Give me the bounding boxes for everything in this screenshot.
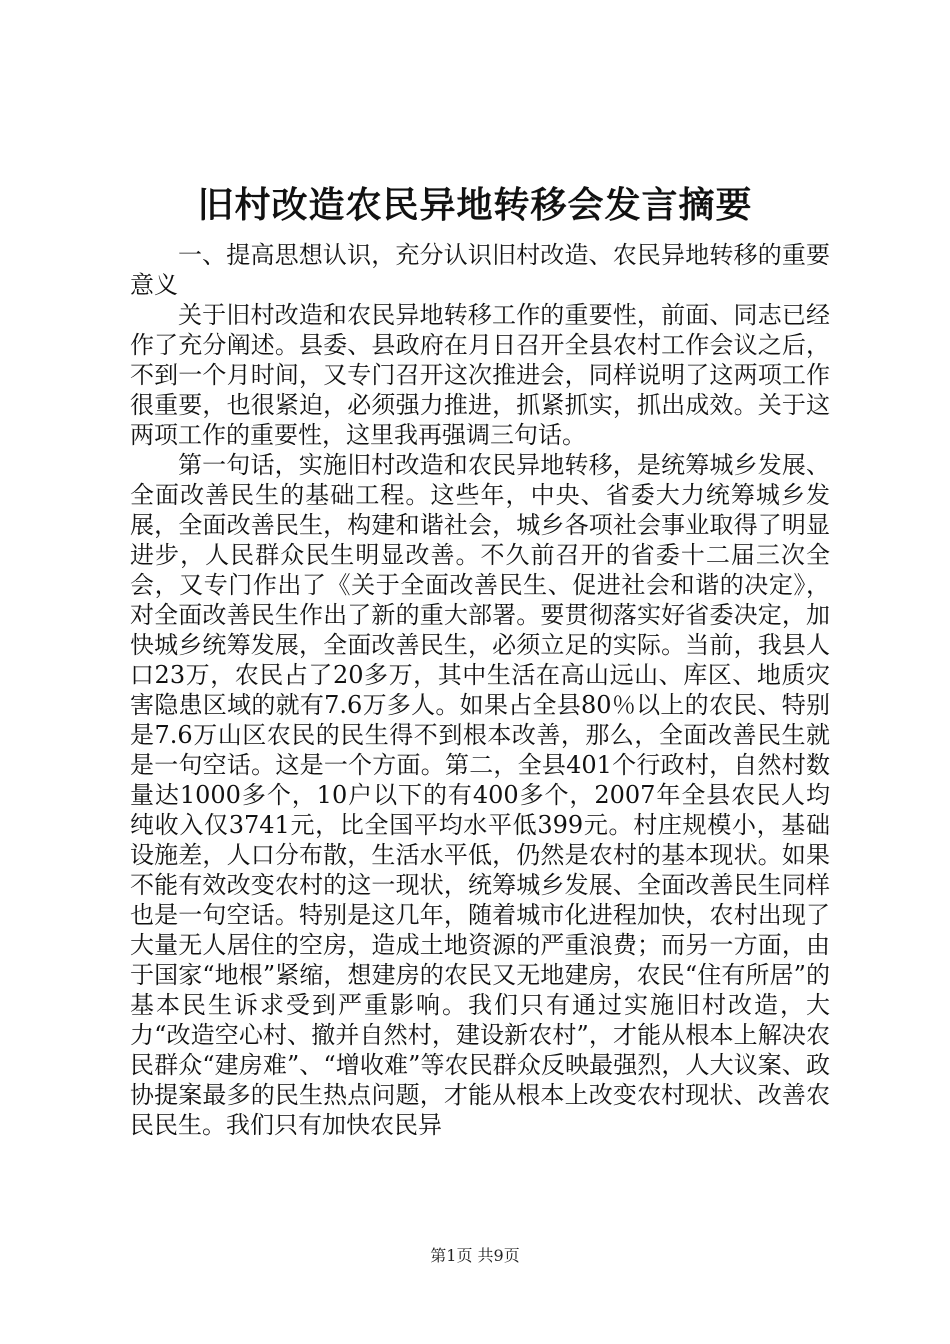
page-number-footer: 第1页 共9页 xyxy=(430,1246,520,1265)
document-body xyxy=(130,240,830,1140)
document-title: 旧村改造农民异地转移会发言摘要 xyxy=(197,184,753,226)
body-paragraph: 第一句话，实施旧村改造和农民异地转移，是统筹城乡发展、全面改善民生的基础工程。这些年，中央、省委大力统筹城乡发展，全面改善民生，构建和谐社会，城乡各项社会事业取得了明显进步，人民群众民生明显改善。不久前召开的省委十二届三次全会，又专门作出了《关于全面改善民生、促进社会和谐的决定》，对全面改善民生作出了新的重大部署。要贯彻落实好省委决定，加快城乡统筹发展，全面改善民生，必须立足的实际。当前，我县人口23万，农民占了20多万，其中生活在高山远山、库区、地质灾害隐患区域的就有7.6万多人。如果占全县80％以上的农民、特别是7.6万山区农民的民生得不到根本改善，那么，全面改善民生就是一句空话。这是一个方面。第二，全县401个行政村，自然村数量达1000多个，10户以下的有400多个，2007年全县农民人均纯收入仅3741元，比全国平均水平低399元。村庄规模小，基础设施差，人口分布散，生活水平低，仍然是农村的基本现状。如果不能有效改变农村的这一现状，统筹城乡发展、全面改善民生同样也是一句空话。特别是这几年，随着城市化进程加快，农村出现了大量无人居住的空房，造成土地资源的严重浪费；而另一方面，由于国家“地根”紧缩，想建房的农民又无地建房，农民“住有所居”的基本民生诉求受到严重影响。我们只有通过实施旧村改造，大力“改造空心村、撤并自然村，建设新农村”，才能从根本上解决农民群众“建房难”、“增收难”等农民群众反映最强烈，人大议案、政协提案最多的民生热点问题，才能从根本上改变农村现状、改善农民民生。我们只有加快农民异 xyxy=(130,451,830,1139)
section-heading-paragraph: 一、提高思想认识，充分认识旧村改造、农民异地转移的重要意义 xyxy=(130,241,830,299)
body-paragraph: 关于旧村改造和农民异地转移工作的重要性，前面、同志已经作了充分阐述。县委、县政府在月日召开全县农村工作会议之后，不到一个月时间，又专门召开这次推进会，同样说明了这两项工作很重要，也很紧迫，必须强力推进，抓紧抓实，抓出成效。关于这两项工作的重要性，这里我再强调三句话。 xyxy=(130,301,830,449)
